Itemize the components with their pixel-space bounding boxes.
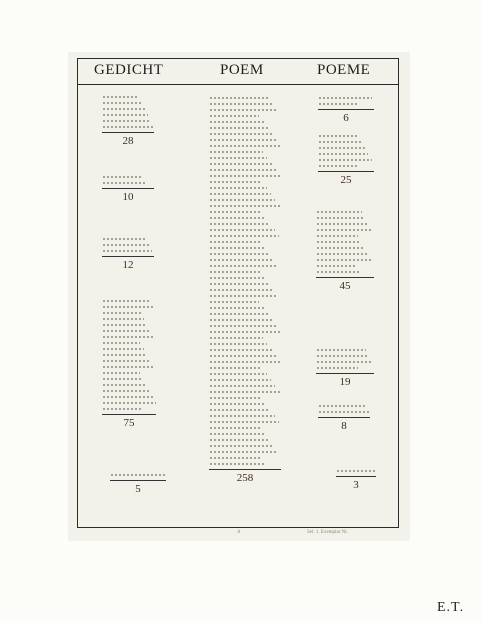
poem-block	[102, 238, 154, 271]
poem-line	[209, 445, 274, 447]
poem-line	[102, 176, 142, 178]
poem-rule	[110, 480, 166, 481]
poem-line	[209, 265, 278, 267]
poem-count: 6	[343, 112, 349, 124]
poem-line	[316, 229, 372, 231]
poem-line	[316, 349, 366, 351]
poem-line	[316, 211, 362, 213]
poem-line	[209, 115, 259, 117]
poem-line	[209, 367, 262, 369]
poem-line	[209, 187, 267, 189]
poem-line	[102, 354, 147, 356]
poem-line	[316, 367, 358, 369]
poem-line	[209, 103, 273, 105]
poem-line	[318, 147, 365, 149]
poem-line	[209, 457, 260, 459]
poem-line	[102, 378, 143, 380]
poem-count: 19	[339, 376, 351, 388]
poem-line	[209, 319, 272, 321]
footer-edition-note: Sel. 1. Exemplar Nr.	[307, 530, 348, 535]
poem-line	[102, 306, 154, 308]
poem-line	[102, 336, 154, 338]
poem-block	[102, 96, 154, 147]
poem-line	[209, 259, 274, 261]
poem-block	[110, 474, 166, 495]
poem-frame	[77, 58, 399, 528]
poem-lines	[209, 97, 281, 465]
poem-lines	[102, 176, 154, 184]
poem-line	[209, 301, 259, 303]
poem-line	[102, 312, 141, 314]
poem-line	[209, 157, 267, 159]
poem-line	[209, 343, 267, 345]
poem-block	[318, 97, 374, 124]
poem-line	[316, 241, 361, 243]
poem-line	[209, 433, 265, 435]
poem-block	[316, 349, 374, 388]
poem-line	[209, 403, 266, 405]
poem-line	[102, 126, 154, 128]
poem-line	[209, 253, 269, 255]
poem-rule	[209, 469, 281, 470]
poem-count: 25	[340, 174, 352, 186]
poem-line	[209, 379, 271, 381]
heading-rule	[78, 84, 398, 85]
poem-line	[209, 349, 272, 351]
poem-line	[102, 324, 147, 326]
poem-rule	[102, 414, 156, 415]
poem-lines	[318, 135, 374, 167]
poem-line	[316, 271, 361, 273]
poem-line	[209, 133, 272, 135]
poem-line	[316, 361, 373, 363]
poem-rule	[102, 132, 154, 133]
poem-rule	[318, 171, 374, 172]
poem-lines	[316, 211, 374, 273]
poem-line	[318, 135, 358, 137]
poem-lines	[318, 97, 374, 105]
poem-line	[209, 193, 271, 195]
poem-line	[209, 283, 269, 285]
poem-line	[209, 121, 264, 123]
poem-rule	[102, 256, 154, 257]
poem-rule	[336, 476, 376, 477]
poem-line	[316, 259, 372, 261]
poem-line	[318, 411, 369, 413]
poem-lines	[102, 300, 156, 410]
poem-line	[209, 127, 268, 129]
poem-count: 45	[339, 280, 351, 292]
poem-line	[209, 385, 275, 387]
heading-poeme: POEME	[317, 62, 371, 78]
poem-count: 10	[122, 191, 134, 203]
poem-line	[209, 355, 276, 357]
poem-line	[102, 366, 153, 368]
poem-line	[209, 439, 269, 441]
poem-line	[209, 415, 275, 417]
poem-line	[209, 331, 281, 333]
poem-line	[316, 355, 369, 357]
poem-block	[102, 300, 156, 429]
poem-line	[318, 405, 366, 407]
poem-line	[102, 108, 145, 110]
poem-line	[209, 313, 268, 315]
poem-line	[102, 182, 145, 184]
poem-line	[316, 217, 365, 219]
poem-line	[209, 337, 263, 339]
poem-line	[316, 247, 365, 249]
poem-count: 258	[236, 472, 254, 484]
poem-line	[209, 169, 276, 171]
poem-lines	[102, 238, 154, 252]
poem-block	[336, 470, 376, 491]
poem-line	[102, 102, 142, 104]
poem-line	[209, 373, 267, 375]
poem-line	[102, 250, 152, 252]
poem-line	[209, 427, 261, 429]
heading-gedicht: GEDICHT	[94, 62, 164, 78]
poem-rule	[102, 188, 154, 189]
poem-line	[102, 238, 146, 240]
poem-block	[102, 176, 154, 203]
poem-rule	[316, 373, 374, 374]
print-sheet	[69, 53, 409, 540]
poem-line	[316, 223, 369, 225]
poem-lines	[316, 349, 374, 369]
poem-line	[318, 141, 362, 143]
poem-block	[318, 135, 374, 186]
poem-line	[318, 159, 372, 161]
poem-line	[209, 325, 277, 327]
poem-line	[316, 235, 358, 237]
poem-count: 8	[341, 420, 347, 432]
poem-line	[102, 360, 150, 362]
poem-line	[102, 120, 151, 122]
poem-line	[209, 139, 277, 141]
poem-line	[209, 205, 280, 207]
poem-line	[102, 396, 153, 398]
poem-line	[209, 145, 281, 147]
poem-count: 5	[135, 483, 141, 495]
poem-line	[209, 241, 261, 243]
poem-line	[209, 199, 275, 201]
poem-line	[209, 295, 277, 297]
poem-line	[209, 217, 266, 219]
poem-line	[209, 247, 265, 249]
poem-line	[102, 114, 148, 116]
poem-lines	[318, 405, 370, 413]
poem-line	[209, 223, 270, 225]
poem-rule	[316, 277, 374, 278]
poem-line	[209, 463, 264, 465]
poem-count: 12	[122, 259, 134, 271]
poem-line	[102, 96, 138, 98]
poem-line	[102, 318, 144, 320]
poem-block	[209, 97, 281, 484]
poem-line	[110, 474, 165, 476]
poem-line	[102, 390, 150, 392]
poem-line	[209, 277, 264, 279]
poem-line	[316, 253, 368, 255]
poem-line	[102, 372, 140, 374]
poem-line	[102, 244, 149, 246]
poem-line	[209, 361, 280, 363]
poem-line	[209, 229, 275, 231]
poem-line	[209, 235, 279, 237]
poem-line	[209, 391, 280, 393]
poem-lines	[336, 470, 376, 472]
poem-line	[318, 103, 358, 105]
poem-block	[318, 405, 370, 432]
poem-rule	[318, 417, 370, 418]
poem-line	[102, 300, 151, 302]
poem-line	[209, 307, 264, 309]
poem-count: 3	[353, 479, 359, 491]
poem-line	[102, 348, 144, 350]
poem-line	[209, 289, 273, 291]
poem-count: 28	[122, 135, 134, 147]
poem-line	[209, 397, 262, 399]
poem-line	[209, 97, 269, 99]
poem-line	[209, 151, 263, 153]
poem-line	[102, 402, 156, 404]
signature-initials: E.T.	[437, 600, 465, 615]
poem-line	[209, 181, 262, 183]
poem-line	[102, 408, 143, 410]
heading-poem: POEM	[220, 62, 264, 78]
poem-rule	[318, 109, 374, 110]
poem-lines	[102, 96, 154, 128]
poem-line	[209, 109, 277, 111]
poem-line	[209, 421, 279, 423]
poem-count: 75	[123, 417, 135, 429]
poem-line	[209, 271, 260, 273]
poem-line	[316, 265, 357, 267]
poem-line	[102, 384, 146, 386]
poem-line	[209, 211, 262, 213]
poem-line	[318, 153, 368, 155]
poem-line	[102, 330, 151, 332]
footer-page-mark: A	[237, 530, 241, 535]
poem-line	[336, 470, 376, 472]
poem-lines	[110, 474, 166, 476]
poem-line	[209, 451, 278, 453]
poem-line	[209, 163, 272, 165]
poem-line	[209, 409, 270, 411]
poem-line	[318, 165, 358, 167]
poem-line	[209, 175, 280, 177]
poem-line	[102, 342, 140, 344]
poem-line	[318, 97, 372, 99]
poem-block	[316, 211, 374, 292]
